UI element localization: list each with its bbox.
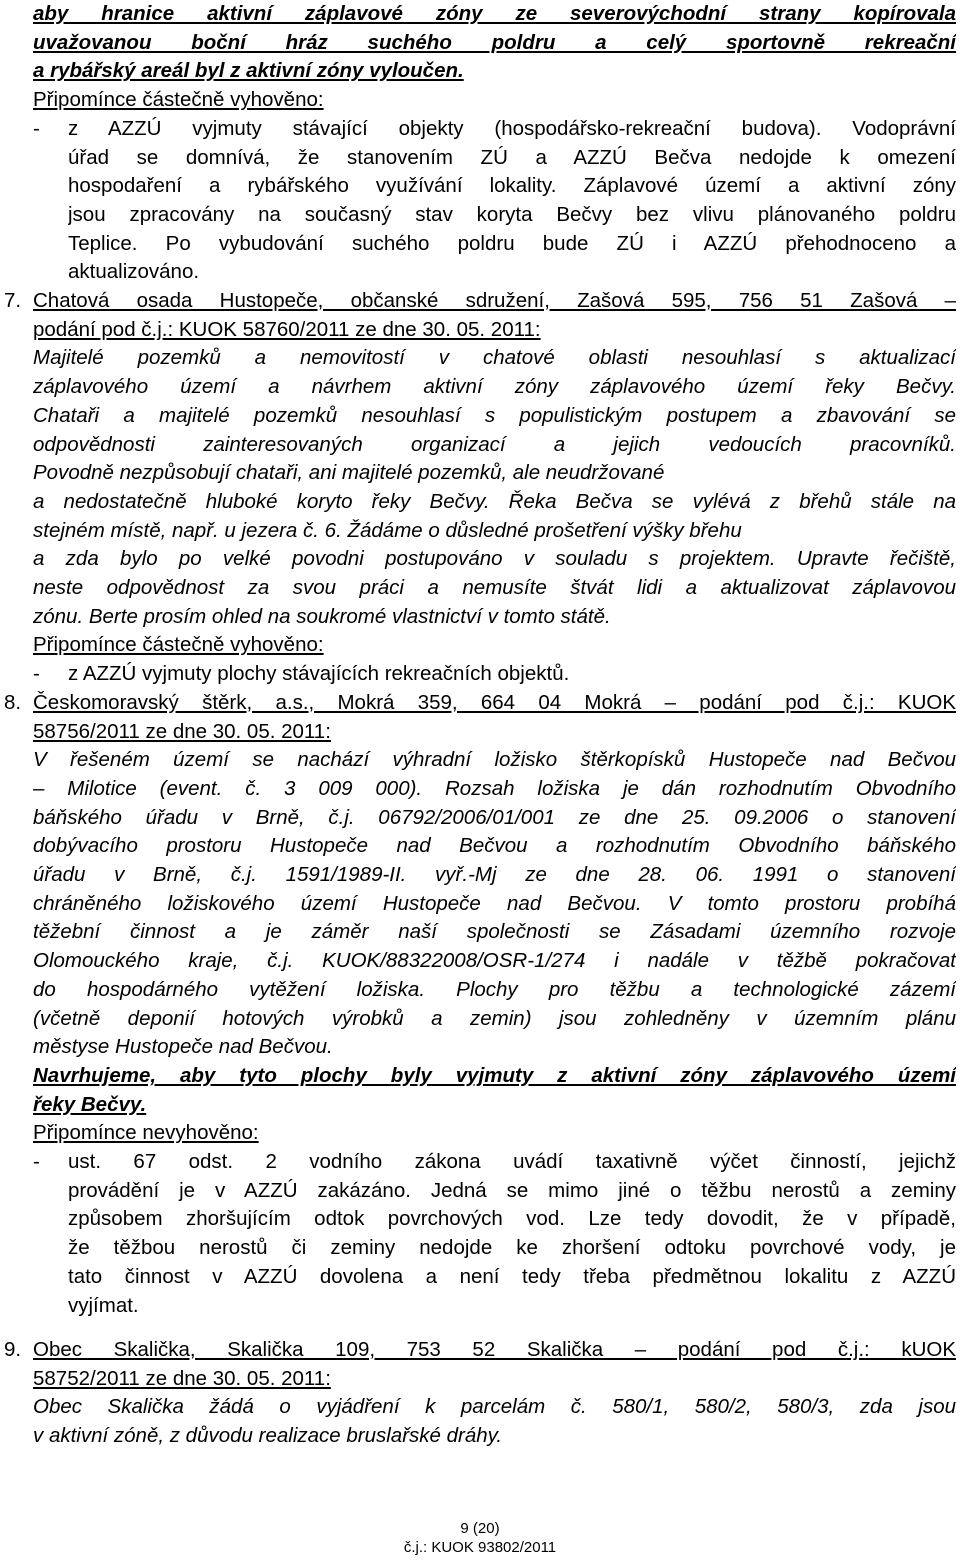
page-number: 9 (20) xyxy=(460,1520,500,1537)
text-line: hospodaření a rybářského využívání lokality. Záplavové území a aktivní zóny xyxy=(68,174,956,198)
text-line: (včetně deponií hotových výrobků a zemin) jsou zohledněny v územním plánu xyxy=(33,1006,956,1030)
request-line: Navrhujeme, aby tyto plochy byly vyjmuty z aktivní zóny záplavového území xyxy=(33,1063,956,1087)
item-header: 58752/2011 ze dne 30. 05. 2011: xyxy=(33,1366,331,1390)
text-line: báňského úřadu v Brně, č.j. 06792/2006/01/001 ze dne 25. 09.2006 o stanovení xyxy=(33,805,956,829)
text-line: aktualizováno. xyxy=(68,260,200,284)
text-line: a nedostatečně hluboké koryto řeky Bečvy. Řeka Bečva se vylévá z břehů stále na xyxy=(33,489,956,513)
text-line: odpovědnosti zainteresovaných organizací a jejich vedoucích pracovníků. xyxy=(33,432,956,456)
text-line: z AZZÚ vyjmuty stávající objekty (hospodářsko-rekreační budova). Vodoprávní xyxy=(68,116,956,140)
text-line: Povodně nezpůsobují chataři, ani majitelé pozemků, ale neudržované xyxy=(33,461,665,485)
text-line: způsobem zhoršujícím odtok povrchových vod. Lze tedy dovodit, že v případě, xyxy=(68,1207,956,1231)
item-header: Českomoravský štěrk, a.s., Mokrá 359, 664 04 Mokrá – podání pod č.j.: KUOK xyxy=(33,690,956,714)
text-line: vyjímat. xyxy=(68,1293,139,1317)
item-header: Chatová osada Hustopeče, občanské sdružení, Zašová 595, 756 51 Zašová – xyxy=(33,289,956,312)
dash-bullet: - xyxy=(33,662,40,686)
text-line: v aktivní zóně, z důvodu realizace bruslařské dráhy. xyxy=(33,1424,503,1448)
text-line: – Milotice (event. č. 3 009 000). Rozsah ložiska je dán rozhodnutím Obvodního xyxy=(33,776,956,800)
text-line: Chataři a majitelé pozemků nesouhlasí s populistickým postupem a zbavování se xyxy=(33,403,956,427)
item-header: podání pod č.j.: KUOK 58760/2011 ze dne 30. 05. 2011: xyxy=(33,317,541,341)
text-line: dobývacího prostoru Hustopeče nad Bečvou a rozhodnutím Obvodního báňského xyxy=(33,834,956,858)
response-heading: Připomínce částečně vyhověno: xyxy=(33,633,324,657)
text-line: těžební činnost a je záměr naší společnosti se Zásadami územního rozvoje xyxy=(33,920,956,944)
text-line: úřadu v Brně, č.j. 1591/1989-II. vyř.-Mj ze dne 28. 06. 1991 o stanovení xyxy=(33,863,956,886)
response-heading: Připomínce částečně vyhověno: xyxy=(33,88,324,112)
text-line: úřad se domnívá, že stanovením ZÚ a AZZÚ Bečva nedojde k omezení xyxy=(68,145,956,169)
text-line: V řešeném území se nachází výhradní ložisko štěrkopísků Hustopeče nad Bečvou xyxy=(33,748,956,772)
text-line: a zda bylo po velké povodni postupováno v souladu s projektem. Upravte řečiště, xyxy=(33,547,956,571)
text-line: stejném místě, např. u jezera č. 6. Žádáme o důsledné prošetření výšky břehu xyxy=(33,518,742,542)
text-line: aby hranice aktivní záplavové zóny ze severovýchodní strany kopírovala xyxy=(33,2,956,25)
text-line: zónu. Berte prosím ohled na soukromé vlastnictví v tomto státě. xyxy=(33,604,611,628)
item-number: 9. xyxy=(4,1338,22,1361)
text-line: Olomouckého kraje, č.j. KUOK/88322008/OSR-1/274 i nadále v těžbě pokračovat xyxy=(33,949,956,973)
text-line: provádění je v AZZÚ zakázáno. Jedná se mimo jiné o těžbu nerostů a zeminy xyxy=(68,1178,956,1202)
text-line: z AZZÚ vyjmuty plochy stávajících rekreačních objektů. xyxy=(68,662,570,686)
text-line: Teplice. Po vybudování suchého poldru bude ZÚ i AZZÚ přehodnoceno a xyxy=(68,231,956,255)
item-header: 58756/2011 ze dne 30. 05. 2011: xyxy=(33,719,331,743)
text-line: chráněného ložiskového území Hustopeče nad Bečvou. V tomto prostoru probíhá xyxy=(33,891,956,915)
text-line: jsou zpracovány na současný stav koryta Bečvy bez vlivu plánovaného poldru xyxy=(68,202,956,226)
text-line: Majitelé pozemků a nemovitostí v chatové oblasti nesouhlasí s aktualizací xyxy=(33,346,956,370)
dash-bullet: - xyxy=(33,116,40,140)
text-line: záplavového území a návrhem aktivní zóny záplavového území řeky Bečvy. xyxy=(33,375,956,399)
request-line: řeky Bečvy. xyxy=(33,1092,147,1116)
text-line: ust. 67 odst. 2 vodního zákona uvádí taxativně výčet činností, jejichž xyxy=(68,1150,956,1173)
text-line: tato činnost v AZZÚ dovolena a není tedy třeba předmětnou lokalitu z AZZÚ xyxy=(68,1264,956,1288)
text-line: městyse Hustopeče nad Bečvou. xyxy=(33,1035,333,1059)
item-header: Obec Skalička, Skalička 109, 753 52 Skalička – podání pod č.j.: kUOK xyxy=(33,1338,956,1361)
text-line: že těžbou nerostů či zeminy nedojde ke zhoršení odtoku povrchové vody, je xyxy=(68,1236,956,1260)
document-reference: č.j.: KUOK 93802/2011 xyxy=(403,1539,557,1556)
dash-bullet: - xyxy=(33,1150,40,1173)
item-number: 8. xyxy=(4,690,22,714)
text-line: neste odpovědnost za svou práci a nemusíte štvát lidi a aktualizovat záplavovou xyxy=(33,576,956,599)
text-line: Obec Skalička žádá o vyjádření k parcelám č. 580/1, 580/2, 580/3, zda jsou xyxy=(33,1395,956,1419)
text-line: uvažovanou boční hráz suchého poldru a celý sportovně rekreační xyxy=(33,30,956,54)
item-number: 7. xyxy=(4,289,22,312)
text-line: a rybářský areál byl z aktivní zóny vyloučen. xyxy=(33,59,464,83)
response-heading: Připomínce nevyhověno: xyxy=(33,1121,259,1145)
text-line: do hospodárného vytěžení ložiska. Plochy pro těžbu a technologické zázemí xyxy=(33,977,956,1001)
